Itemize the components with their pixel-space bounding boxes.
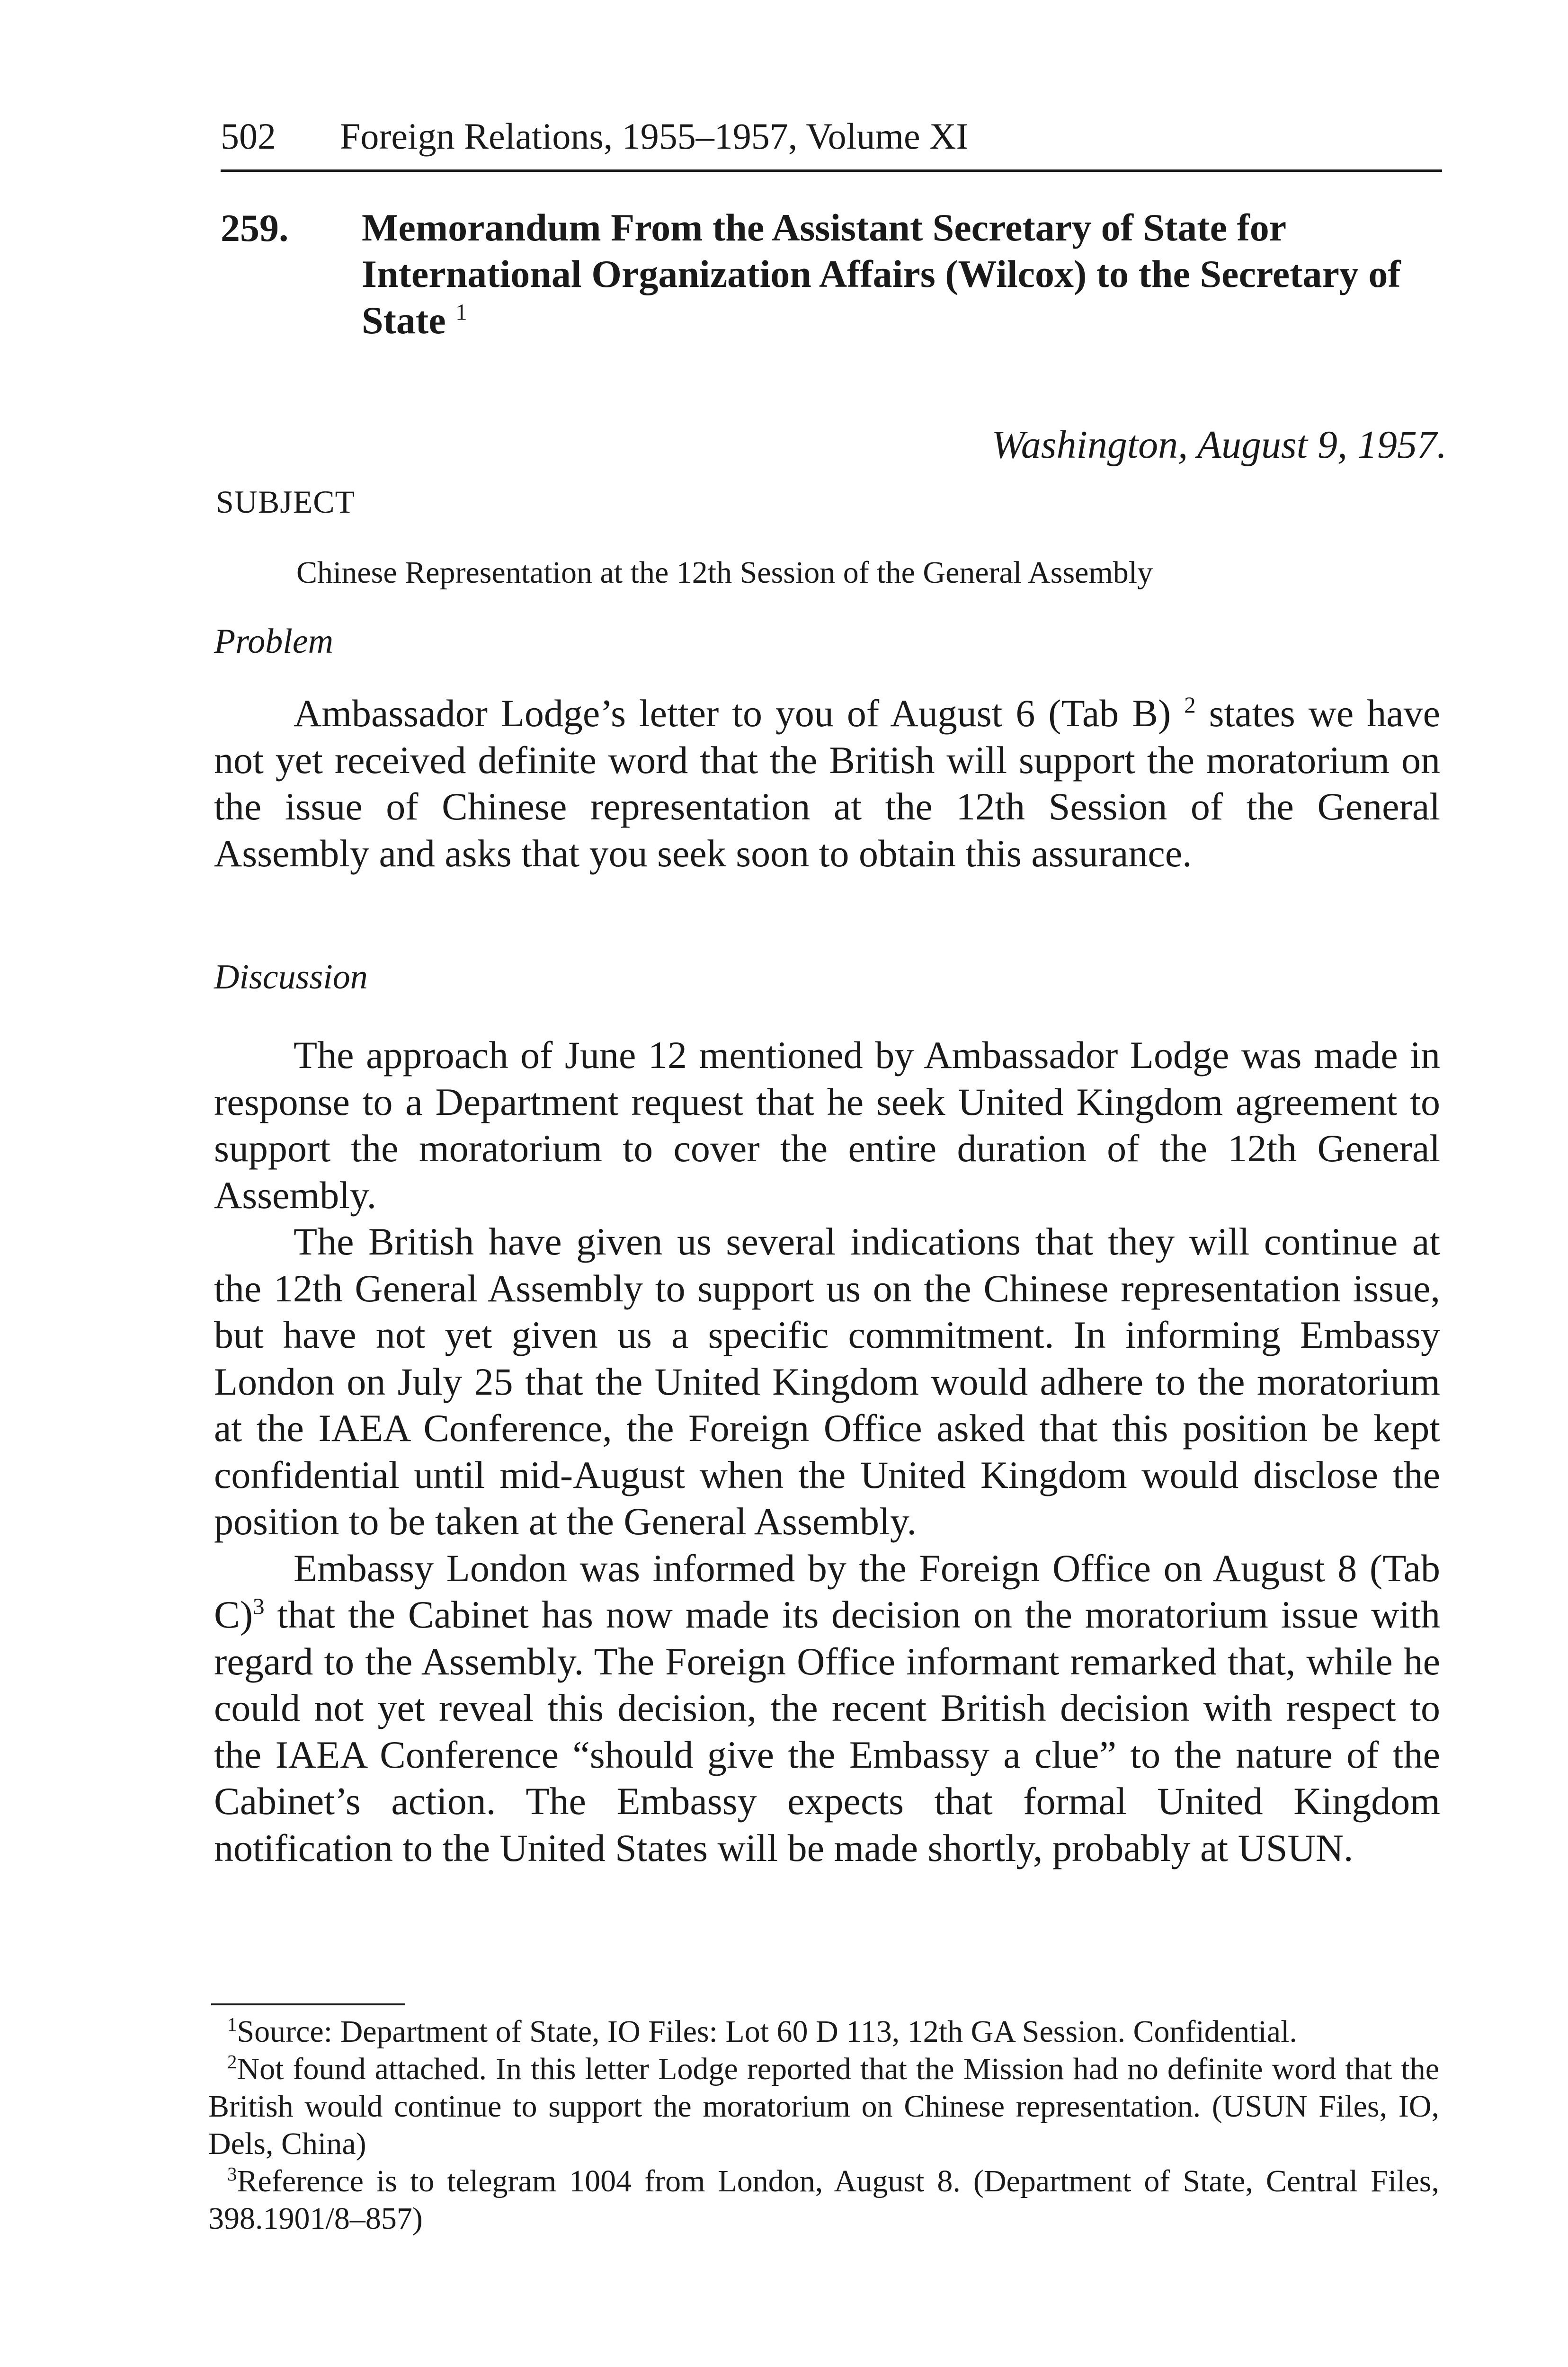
document-title bbox=[362, 205, 1446, 344]
footnote-2-text: Not found attached. In this letter Lodge reported that the Mission had no definite word that the British would continue to support the moratorium on Chinese representation. (USUN Files, IO, Dels, China) bbox=[208, 2052, 1439, 2161]
footnote-1 bbox=[208, 2013, 1439, 2050]
footnote-3 bbox=[208, 2162, 1439, 2237]
discussion-body bbox=[214, 1032, 1440, 1871]
subject-text: Chinese Representation at the 12th Session of the General Assembly bbox=[296, 555, 1153, 590]
discussion-heading: Discussion bbox=[214, 958, 368, 997]
footnotes bbox=[208, 2013, 1439, 2237]
footnote-ref-3[interactable]: 3 bbox=[253, 1593, 265, 1620]
footnote-divider bbox=[211, 2003, 405, 2005]
footnote-3-marker: 3 bbox=[227, 2163, 237, 2185]
footnote-3-text: Reference is to telegram 1004 from London, August 8. (Department of State, Central Files, 398.1901/8–857) bbox=[208, 2164, 1439, 2236]
document-number: 259. bbox=[221, 206, 289, 249]
problem-body bbox=[214, 690, 1440, 877]
dateline: Washington, August 9, 1957. bbox=[991, 423, 1447, 467]
footnote-1-marker: 1 bbox=[227, 2014, 237, 2035]
document-title-text: Memorandum From the Assistant Secretary of State for International Organization Affairs (Wilcox) to the Secretary of State bbox=[362, 206, 1401, 342]
discussion-paragraph-2: The British have given us several indications that they will continue at the 12th General Assembly to support us on the Chinese representation issue, but have not yet given us a specific commitment. In informing Embassy London on July 25 that the United Kingdom would adhere to the moratorium at the IAEA Conference, the Foreign Office asked that this position be kept confidential until mid-August when the United Kingdom would disclose the position to be taken at the General Assembly. bbox=[214, 1220, 1440, 1543]
problem-text-a: Ambassador Lodge’s letter to you of August 6 (Tab B) bbox=[294, 692, 1171, 735]
problem-heading: Problem bbox=[214, 622, 334, 661]
footnote-ref-2[interactable]: 2 bbox=[1184, 692, 1196, 718]
discussion-paragraph-3 bbox=[214, 1545, 1440, 1872]
discussion-paragraph-1: The approach of June 12 mentioned by Ambassador Lodge was made in response to a Department request that he seek United Kingdom agreement to support the moratorium to cover the entire duration of the 12th General Assembly. bbox=[214, 1033, 1440, 1217]
running-head bbox=[221, 113, 1442, 172]
discussion-text-3a: Embassy London was informed by the Foreign Office on August 8 (Tab C) bbox=[214, 1546, 1440, 1636]
page-number: 502 bbox=[221, 116, 276, 157]
problem-text-b: states we have not yet received definite word that the British will support the moratorium on the issue of Chinese representation at the 12th Session of the General Assembly and asks that you seek soon to obtain this assurance. bbox=[214, 692, 1440, 875]
subject-label: SUBJECT bbox=[216, 484, 356, 520]
footnote-2-marker: 2 bbox=[227, 2051, 237, 2073]
problem-paragraph bbox=[214, 690, 1440, 877]
footnote-ref-1[interactable]: 1 bbox=[455, 299, 467, 325]
footnote-1-text: Source: Department of State, IO Files: Lot 60 D 113, 12th GA Session. Confidential. bbox=[237, 2014, 1297, 2049]
footnote-2 bbox=[208, 2050, 1439, 2162]
discussion-text-3b: that the Cabinet has now made its decision on the moratorium issue with regard to the Assembly. The Foreign Office informant remarked that, while he could not yet reveal this decision, the recent British decision with respect to the IAEA Conference “should give the Embassy a clue” to the nature of the Cabinet’s action. The Embassy expects that formal United Kingdom notification to the United States will be made shortly, probably at USUN. bbox=[214, 1593, 1441, 1869]
series-title: Foreign Relations, 1955–1957, Volume XI bbox=[340, 116, 969, 157]
